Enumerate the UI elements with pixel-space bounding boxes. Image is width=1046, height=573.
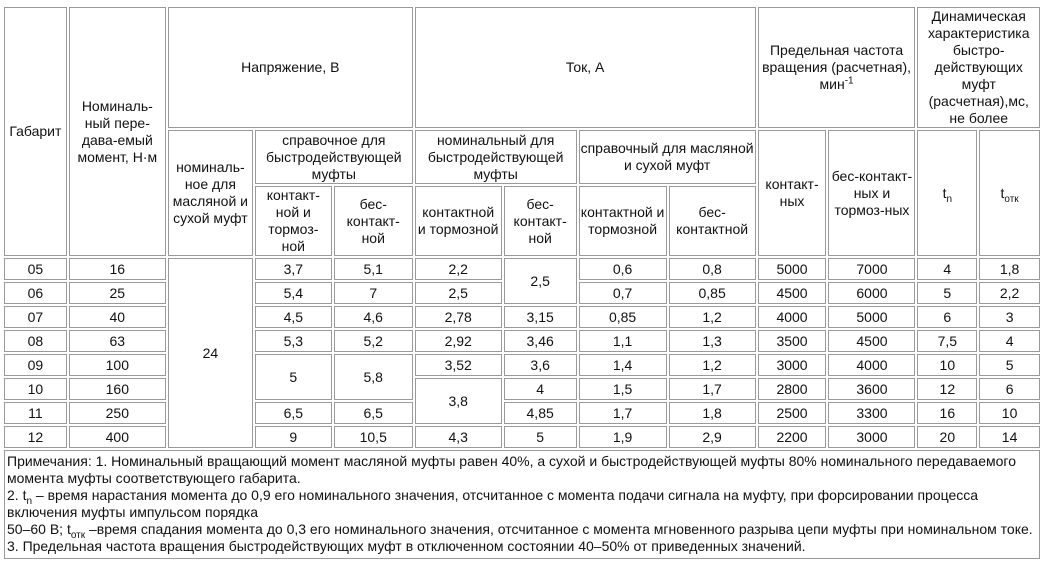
table-notes [4, 450, 1040, 559]
header-voltage-contact: контакт-ной и тормоз-ной [255, 186, 332, 256]
table-row [4, 402, 1040, 424]
cell-voltage-nominal: 24 [168, 258, 253, 448]
cell-voltage-contactless: 6,5 [334, 402, 413, 424]
header-current2-contactless: бес-контактной [669, 186, 756, 256]
cell-torque: 250 [69, 402, 166, 424]
cell-current2-contactless: 1,7 [669, 378, 756, 400]
cell-current-contactless: 3,6 [504, 354, 577, 376]
cell-size: 07 [4, 306, 67, 328]
table-row [4, 354, 1040, 376]
header-tn-main: t [942, 184, 947, 201]
cell-voltage-contactless: 4,6 [334, 306, 413, 328]
table-row [4, 378, 1040, 400]
cell-current2-contact: 0,85 [579, 306, 667, 328]
cell-freq-contact: 2200 [758, 426, 827, 448]
cell-current2-contactless: 2,9 [669, 426, 756, 448]
cell-current-contactless: 3,46 [504, 330, 577, 352]
cell-totk: 1,8 [979, 258, 1040, 280]
header-tn-sub: n [946, 193, 953, 205]
cell-size: 09 [4, 354, 67, 376]
cell-torque: 63 [69, 330, 166, 352]
cell-tn: 5 [917, 282, 977, 304]
cell-freq-contactless: 7000 [828, 258, 915, 280]
header-voltage: Напряжение, В [168, 7, 413, 128]
cell-tn: 10 [917, 354, 977, 376]
header-size: Габарит [4, 7, 67, 256]
cell-current2-contactless: 1,3 [669, 330, 756, 352]
cell-current-contact: 3,52 [415, 354, 502, 376]
header-frequency-exponent: -1 [844, 75, 854, 87]
cell-voltage-contact: 5,4 [255, 282, 332, 304]
cell-current2-contact: 0,6 [579, 258, 667, 280]
cell-totk: 2,2 [979, 282, 1040, 304]
cell-current2-contactless: 1,2 [669, 306, 756, 328]
cell-freq-contact: 2800 [758, 378, 827, 400]
cell-freq-contact: 3500 [758, 330, 827, 352]
header-torque: Номиналь-ный пере-дава-емый момент, Н·м [69, 7, 166, 256]
cell-tn: 12 [917, 378, 977, 400]
cell-torque: 100 [69, 354, 166, 376]
cell-voltage-contact: 9 [255, 426, 332, 448]
cell-current2-contact: 0,7 [579, 282, 667, 304]
cell-freq-contactless: 4500 [828, 330, 915, 352]
cell-totk: 14 [979, 426, 1040, 448]
cell-torque: 16 [69, 258, 166, 280]
header-current: Ток, А [415, 7, 756, 128]
cell-freq-contact: 4500 [758, 282, 827, 304]
note-1: Примечания: 1. Номинальный вращающий момент масляной муфты равен 40%, а сухой и быстродействующей муфты 80% номинального передаваемого момента муфты соответствующего габарита. [7, 453, 1017, 486]
cell-tn: 20 [917, 426, 977, 448]
cell-voltage-contact: 5 [255, 354, 332, 400]
cell-size: 08 [4, 330, 67, 352]
cell-size: 12 [4, 426, 67, 448]
cell-freq-contact: 5000 [758, 258, 827, 280]
cell-voltage-contact: 3,7 [255, 258, 332, 280]
cell-current-contactless: 2,5 [504, 258, 577, 304]
cell-torque: 40 [69, 306, 166, 328]
cell-current-contact: 2,2 [415, 258, 502, 280]
cell-freq-contactless: 3300 [828, 402, 915, 424]
cell-current-contact: 3,8 [415, 378, 502, 424]
cell-current2-contactless: 0,85 [669, 282, 756, 304]
cell-current-contact: 2,92 [415, 330, 502, 352]
cell-totk: 6 [979, 378, 1040, 400]
cell-current2-contactless: 1,8 [669, 402, 756, 424]
header-freq-contact: контакт-ных [758, 130, 827, 256]
header-voltage-nominal-oil: номиналь-ное для масляной и сухой муфт [168, 130, 253, 256]
cell-current-contactless: 4 [504, 378, 577, 400]
note-3-text: –время спадания момента до 0,3 его номинального значения, отсчитанное с момента мгновенного разрыва цепи муфты при номинальном токе. [85, 521, 1033, 537]
note-2-sub: n [26, 495, 33, 507]
header-voltage-ref-fast: справочное для быстродействующей муфты [255, 130, 413, 184]
header-freq-contactless: бес-контакт-ных и тормоз-ных [828, 130, 915, 256]
cell-current2-contact: 1,1 [579, 330, 667, 352]
cell-tn: 6 [917, 306, 977, 328]
cell-current-contactless: 4,85 [504, 402, 577, 424]
header-totk-sub: отк [1004, 193, 1019, 205]
header-current-ref-oil: справочный для масляной и сухой муфт [579, 130, 756, 184]
cell-tn: 16 [917, 402, 977, 424]
cell-current-contact: 4,3 [415, 426, 502, 448]
cell-tn: 7,5 [917, 330, 977, 352]
note-2-cont [7, 521, 1037, 541]
header-frequency [758, 7, 916, 128]
cell-current-contactless: 5 [504, 426, 577, 448]
header-current2-contact: контактной и тормозной [579, 186, 667, 256]
cell-totk: 4 [979, 330, 1040, 352]
cell-voltage-contactless: 5,8 [334, 354, 413, 400]
cell-freq-contactless: 5000 [828, 306, 915, 328]
cell-current-contact: 2,5 [415, 282, 502, 304]
cell-current2-contactless: 1,2 [669, 354, 756, 376]
cell-voltage-contact: 6,5 [255, 402, 332, 424]
cell-torque: 25 [69, 282, 166, 304]
cell-size: 10 [4, 378, 67, 400]
cell-current2-contactless: 0,8 [669, 258, 756, 280]
cell-voltage-contactless: 10,5 [334, 426, 413, 448]
cell-size: 05 [4, 258, 67, 280]
cell-voltage-contactless: 7 [334, 282, 413, 304]
header-totk [979, 130, 1040, 256]
cell-freq-contact: 3000 [758, 354, 827, 376]
cell-current-contactless: 3,15 [504, 306, 577, 328]
cell-totk: 5 [979, 354, 1040, 376]
header-totk-main: t [1000, 184, 1005, 201]
note-3-sub: отк [70, 529, 86, 541]
cell-voltage-contactless: 5,1 [334, 258, 413, 280]
cell-size: 11 [4, 402, 67, 424]
note-3-prefix: 50–60 В; t [7, 521, 71, 537]
cell-torque: 160 [69, 378, 166, 400]
note-3: 3. Предельная частота вращения быстродействующих муфт в отключенном состоянии 40–50% от приведенных значений. [7, 538, 806, 554]
note-2-text: – время нарастания момента до 0,9 его номинального значения, отсчитанное с момента подачи сигнала на муфту, при форсировании процесса включения муфты импульсом порядка [7, 487, 979, 520]
clutch-spec-table [2, 5, 1042, 561]
cell-voltage-contact: 5,3 [255, 330, 332, 352]
header-tn [917, 130, 977, 256]
header-voltage-contactless: бес-контакт-ной [334, 186, 413, 256]
cell-freq-contactless: 3000 [828, 426, 915, 448]
cell-tn: 4 [917, 258, 977, 280]
header-current-contactless: бес-контакт-ной [504, 186, 577, 256]
cell-freq-contactless: 3600 [828, 378, 915, 400]
header-current-nominal-fast: номинальный для быстродействующей муфты [415, 130, 577, 184]
cell-current2-contact: 1,7 [579, 402, 667, 424]
table-row [4, 258, 1040, 280]
header-current-contact: контактной и тормозной [415, 186, 502, 256]
cell-torque: 400 [69, 426, 166, 448]
table-row [4, 306, 1040, 328]
header-dynamic: Динамическая характеристика быстро-действующих муфт (расчетная),мс, не более [917, 7, 1040, 128]
header-frequency-text: Предельная частота вращения (расчетная), мин [762, 42, 912, 92]
cell-size: 06 [4, 282, 67, 304]
cell-voltage-contact: 4,5 [255, 306, 332, 328]
cell-voltage-contactless: 5,2 [334, 330, 413, 352]
cell-freq-contactless: 4000 [828, 354, 915, 376]
table-row [4, 426, 1040, 448]
cell-current2-contact: 1,9 [579, 426, 667, 448]
cell-totk: 10 [979, 402, 1040, 424]
cell-freq-contact: 2500 [758, 402, 827, 424]
note-2 [7, 487, 1037, 521]
table-row [4, 330, 1040, 352]
cell-current2-contact: 1,4 [579, 354, 667, 376]
cell-freq-contactless: 6000 [828, 282, 915, 304]
cell-totk: 3 [979, 306, 1040, 328]
note-2-prefix: 2. t [7, 487, 27, 503]
cell-freq-contact: 4000 [758, 306, 827, 328]
cell-current-contact: 2,78 [415, 306, 502, 328]
cell-current2-contact: 1,5 [579, 378, 667, 400]
